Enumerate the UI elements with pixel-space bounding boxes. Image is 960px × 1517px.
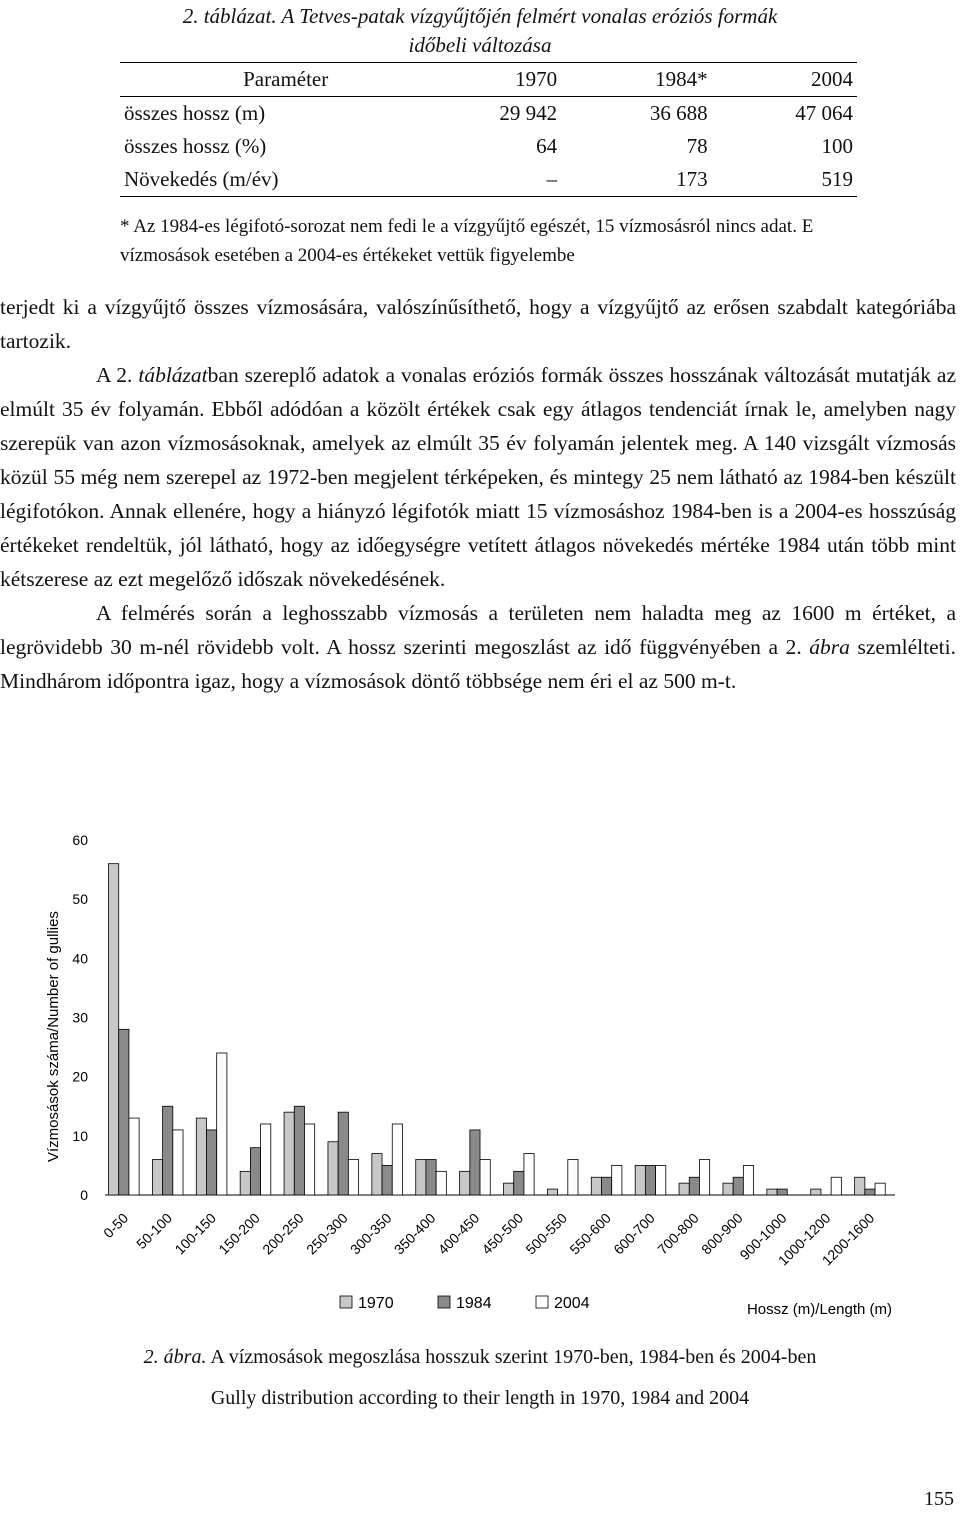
bar-2004	[436, 1171, 446, 1195]
chart-legend	[340, 1295, 590, 1312]
bar-2004	[217, 1053, 227, 1195]
paragraph-text: A felmérés során a leghosszabb vízmosás a területen nem haladta meg az 1600 m értéket, a legrövidebb 30 m-nél rövidebb volt. A hossz szerinti megoszlást az idő függvényében a 2.	[0, 601, 956, 659]
table-footnote: * Az 1984-es légifotó-sorozat nem fedi le a vízgyűjtő egészét, 15 vízmosásról nincs adat. E vízmosások esetében a 2004-es értékeket vettük figyelembe	[120, 216, 814, 266]
bar-1984	[426, 1160, 436, 1196]
y-tick-label: 40	[72, 950, 88, 967]
x-tick-label: 1000-1200	[774, 1209, 834, 1269]
table-cell: összes hossz (%)	[124, 134, 267, 158]
x-tick-label: 800-900	[698, 1209, 746, 1258]
bar-1984	[163, 1106, 173, 1195]
bar-1970	[767, 1189, 777, 1195]
table-title-line2: időbeli változása	[408, 33, 552, 57]
x-tick-label: 350-400	[390, 1209, 439, 1258]
bar-2004	[568, 1160, 578, 1196]
bar-2004	[173, 1130, 183, 1195]
bar-1984	[382, 1165, 392, 1195]
x-tick-label: 500-550	[522, 1209, 571, 1258]
bar-1984	[777, 1189, 787, 1195]
bar-2004	[480, 1160, 490, 1196]
bar-1970	[855, 1177, 865, 1195]
table-header-row	[120, 63, 857, 97]
bar-1970	[284, 1112, 294, 1195]
bar-1970	[152, 1160, 162, 1196]
x-tick-label: 400-450	[434, 1209, 483, 1258]
bar-1970	[196, 1118, 206, 1195]
table-header-cell: 1984*	[561, 63, 711, 97]
table-cell: Növekedés (m/év)	[120, 163, 451, 197]
paragraph: terjedt ki a vízgyűjtő összes vízmosására, valószínűsíthető, hogy a vízgyűjtő az erősen szabdalt kategóriába tartozik.	[0, 295, 956, 353]
table-cell: 173	[561, 163, 711, 197]
figure-number: 2. ábra.	[143, 1346, 207, 1368]
x-tick-label: 0-50	[100, 1209, 132, 1241]
body-text	[0, 290, 956, 698]
bar-1984	[645, 1165, 655, 1195]
paragraph	[0, 596, 956, 698]
legend-swatch	[438, 1296, 450, 1308]
y-axis-label: Vízmosások száma/Number of gullies	[45, 911, 62, 1162]
figure-caption-en: Gully distribution according to their length in 1970, 1984 and 2004	[210, 1387, 750, 1409]
bar-2004	[875, 1183, 885, 1195]
bar-1970	[547, 1189, 557, 1195]
legend-label: 2004	[554, 1295, 590, 1312]
bar-2004	[524, 1154, 534, 1195]
bar-1970	[811, 1189, 821, 1195]
bar-1984	[514, 1171, 524, 1195]
y-tick-label: 30	[72, 1009, 88, 1026]
bar-1970	[635, 1165, 645, 1195]
paragraph-text: szemlélteti. Mindhárom időpontra igaz, hogy a vízmosások döntő többsége nem éri el az 500 m-t.	[0, 635, 956, 693]
bar-1970	[504, 1183, 514, 1195]
bar-1984	[733, 1177, 743, 1195]
table-cell: –	[451, 163, 561, 197]
legend-swatch	[536, 1296, 548, 1308]
table-cell: 519	[712, 163, 857, 197]
bar-1984	[119, 1029, 129, 1195]
bar-2004	[261, 1124, 271, 1195]
y-tick-label: 0	[80, 1187, 88, 1203]
bar-1984	[601, 1177, 611, 1195]
figure-caption-hu	[0, 1346, 960, 1369]
bar-1970	[591, 1177, 601, 1195]
x-tick-label: 700-800	[654, 1209, 702, 1258]
bar-1970	[679, 1183, 689, 1195]
x-tick-label: 150-200	[215, 1209, 263, 1258]
bar-2004	[304, 1124, 314, 1195]
bar-1984	[206, 1130, 216, 1195]
legend-label: 1970	[358, 1295, 394, 1312]
x-tick-label: 450-500	[478, 1209, 527, 1258]
y-tick-label: 10	[72, 1127, 88, 1144]
bar-2004	[612, 1165, 622, 1195]
table-cell: 100	[821, 134, 853, 158]
gully-distribution-chart	[30, 820, 910, 1330]
paragraph	[0, 358, 956, 596]
table-cell: 47 064	[795, 101, 853, 125]
bar-2004	[699, 1160, 709, 1196]
bar-1984	[689, 1177, 699, 1195]
table-row	[120, 163, 857, 197]
paragraph-italic: táblázat	[138, 363, 208, 387]
paragraph-text: ban szereplő adatok a vonalas eróziós formák összes hosszának változását mutatják az elmúlt 35 év folyamán. Ebből adódóan a közölt értékek csak egy átlagos tendenciát írnak le, amelyben nagy szerepük van azon vízmosásoknak, amelyek az elmúlt 35 év folyamán jelentek meg. A 140 vizsgált vízmosás közül 55 még nem szerepel az 1972-ben megjelent térképeken, és mintegy 25 nem látható az 1984-ben készült légifotókon. Annak ellenére, hogy a hiányzó légifotók miatt 15 vízmosáshoz 1984-ben is a 2004-es hosszúság értékeket rendeltük, jól látható, hogy az időegységre vetített átlagos növekedés mértéke 1984 után több mint kétszerese az ezt megelőző időszak növekedésének.	[0, 363, 956, 591]
x-axis-label: Hossz (m)/Length (m)	[746, 1301, 892, 1318]
table-header-cell: 1970	[451, 63, 561, 97]
bar-1984	[250, 1148, 260, 1195]
bar-1984	[294, 1106, 304, 1195]
x-tick-label: 250-300	[303, 1209, 351, 1258]
x-tick-label: 200-250	[259, 1209, 307, 1258]
x-tick-label: 900-1000	[736, 1209, 790, 1263]
figure-caption-text: A vízmosások megoszlása hosszuk szerint 1970-ben, 1984-ben és 2004-ben	[206, 1346, 817, 1368]
bar-1984	[338, 1112, 348, 1195]
table-cell: 78	[686, 134, 708, 158]
x-tick-label: 1200-1600	[818, 1209, 878, 1269]
x-tick-label: 600-700	[610, 1209, 658, 1258]
x-tick-label: 100-150	[171, 1209, 220, 1258]
y-tick-label: 60	[72, 832, 88, 848]
bar-2004	[743, 1165, 753, 1195]
bar-1970	[372, 1154, 382, 1195]
table-header-cell: Paraméter	[120, 63, 451, 97]
bar-1970	[109, 864, 119, 1195]
data-table	[120, 62, 857, 197]
y-tick-label: 20	[72, 1068, 88, 1085]
bar-1984	[865, 1189, 875, 1195]
x-tick-label: 550-600	[566, 1209, 615, 1258]
bar-2004	[831, 1177, 841, 1195]
table-row	[120, 97, 857, 131]
paragraph-text: A 2.	[96, 363, 139, 387]
bar-1970	[460, 1171, 470, 1195]
legend-label: 1984	[456, 1295, 492, 1312]
table-title-line1: 2. táblázat. A Tetves-patak vízgyűjtőjén felmért vonalas eróziós formák	[182, 4, 778, 28]
table-header-cell: 2004	[712, 63, 857, 97]
x-tick-label: 300-350	[346, 1209, 395, 1258]
x-tick-label: 50-100	[133, 1209, 176, 1252]
table-cell: 36 688	[649, 101, 708, 125]
table-cell: 29 942	[499, 101, 558, 125]
bar-2004	[656, 1165, 666, 1195]
legend-swatch	[340, 1296, 352, 1308]
bar-2004	[348, 1160, 358, 1196]
paragraph-italic: ábra	[809, 635, 850, 659]
table-row	[120, 130, 857, 163]
bar-1970	[723, 1183, 733, 1195]
bar-1970	[328, 1142, 338, 1195]
page-number: 155	[924, 1488, 954, 1510]
bar-1984	[470, 1130, 480, 1195]
table-title	[0, 2, 960, 60]
bar-2004	[392, 1124, 402, 1195]
bar-1970	[416, 1160, 426, 1196]
bar-2004	[129, 1118, 139, 1195]
y-tick-label: 50	[72, 891, 88, 908]
y-axis-title	[45, 911, 62, 1162]
table-cell: összes hossz (m)	[124, 101, 266, 125]
bar-1970	[240, 1171, 250, 1195]
table-cell: 64	[536, 134, 558, 158]
